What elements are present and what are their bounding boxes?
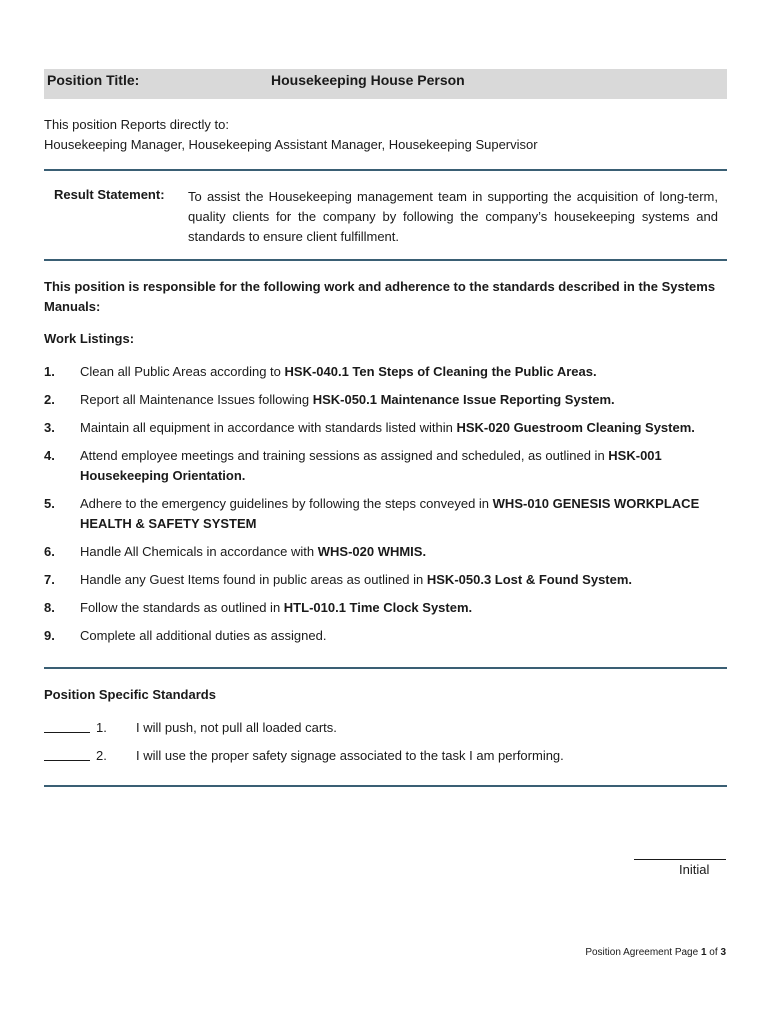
item-number: 1. xyxy=(96,720,107,735)
item-number: 3. xyxy=(44,420,55,435)
item-text: Complete all additional duties as assigned. xyxy=(80,628,327,643)
item-number: 2. xyxy=(44,392,55,407)
item-number: 7. xyxy=(44,572,55,587)
reports-to-section xyxy=(44,115,538,155)
position-title-label: Position Title: xyxy=(47,72,140,88)
initial-label: Initial xyxy=(679,862,710,877)
item-text: Adhere to the emergency guidelines by following the steps conveyed in WHS-010 GENESIS WORKPLACE HEALTH & SAFETY SYSTEM xyxy=(80,496,700,531)
item-text: Attend employee meetings and training sessions as assigned and scheduled, as outlined in HSK-001 Housekeeping Orientation. xyxy=(80,448,662,483)
responsibility-statement: This position is responsible for the following work and adherence to the standards described in the Systems Manuals: xyxy=(44,279,716,314)
item-text: Maintain all equipment in accordance with standards listed within HSK-020 Guestroom Cleaning System. xyxy=(80,420,695,435)
item-text: Clean all Public Areas according to HSK-040.1 Ten Steps of Cleaning the Public Areas. xyxy=(80,364,597,379)
divider-rule xyxy=(44,667,727,669)
item-text: Handle All Chemicals in accordance with WHS-020 WHMIS. xyxy=(80,544,427,559)
work-listings-title: Work Listings: xyxy=(44,331,135,346)
initial-blank-line xyxy=(44,732,90,733)
item-number: 4. xyxy=(44,448,55,463)
item-number: 2. xyxy=(96,748,107,763)
divider-rule xyxy=(44,169,727,171)
position-title-value: Housekeeping House Person xyxy=(271,72,465,88)
divider-rule xyxy=(44,259,727,261)
item-number: 1. xyxy=(44,364,55,379)
item-number: 6. xyxy=(44,544,55,559)
reports-to-label: This position Reports directly to: xyxy=(44,117,229,132)
result-statement-label: Result Statement: xyxy=(54,187,165,202)
result-statement-text: To assist the Housekeeping management team in supporting the acquisition of long-term, quality clients for the company by following the company’s housekeeping systems and standards to ensure client fulfillment. xyxy=(188,189,718,244)
initial-blank-line xyxy=(44,760,90,761)
position-title-bar xyxy=(44,69,727,99)
item-text: Report all Maintenance Issues following HSK-050.1 Maintenance Issue Reporting System. xyxy=(80,392,615,407)
item-text: Follow the standards as outlined in HTL-010.1 Time Clock System. xyxy=(80,600,473,615)
item-text: I will push, not pull all loaded carts. xyxy=(136,720,337,735)
initial-signature-line xyxy=(634,859,726,860)
item-number: 8. xyxy=(44,600,55,615)
divider-rule xyxy=(44,785,727,787)
item-number: 9. xyxy=(44,628,55,643)
item-text: I will use the proper safety signage associated to the task I am performing. xyxy=(136,748,564,763)
page-footer: Position Agreement Page 1 of 3 xyxy=(585,947,726,958)
item-number: 5. xyxy=(44,496,55,511)
position-standards-title: Position Specific Standards xyxy=(44,687,216,702)
item-text: Handle any Guest Items found in public areas as outlined in HSK-050.3 Lost & Found System. xyxy=(80,572,633,587)
reports-to-list: Housekeeping Manager, Housekeeping Assistant Manager, Housekeeping Supervisor xyxy=(44,137,538,152)
